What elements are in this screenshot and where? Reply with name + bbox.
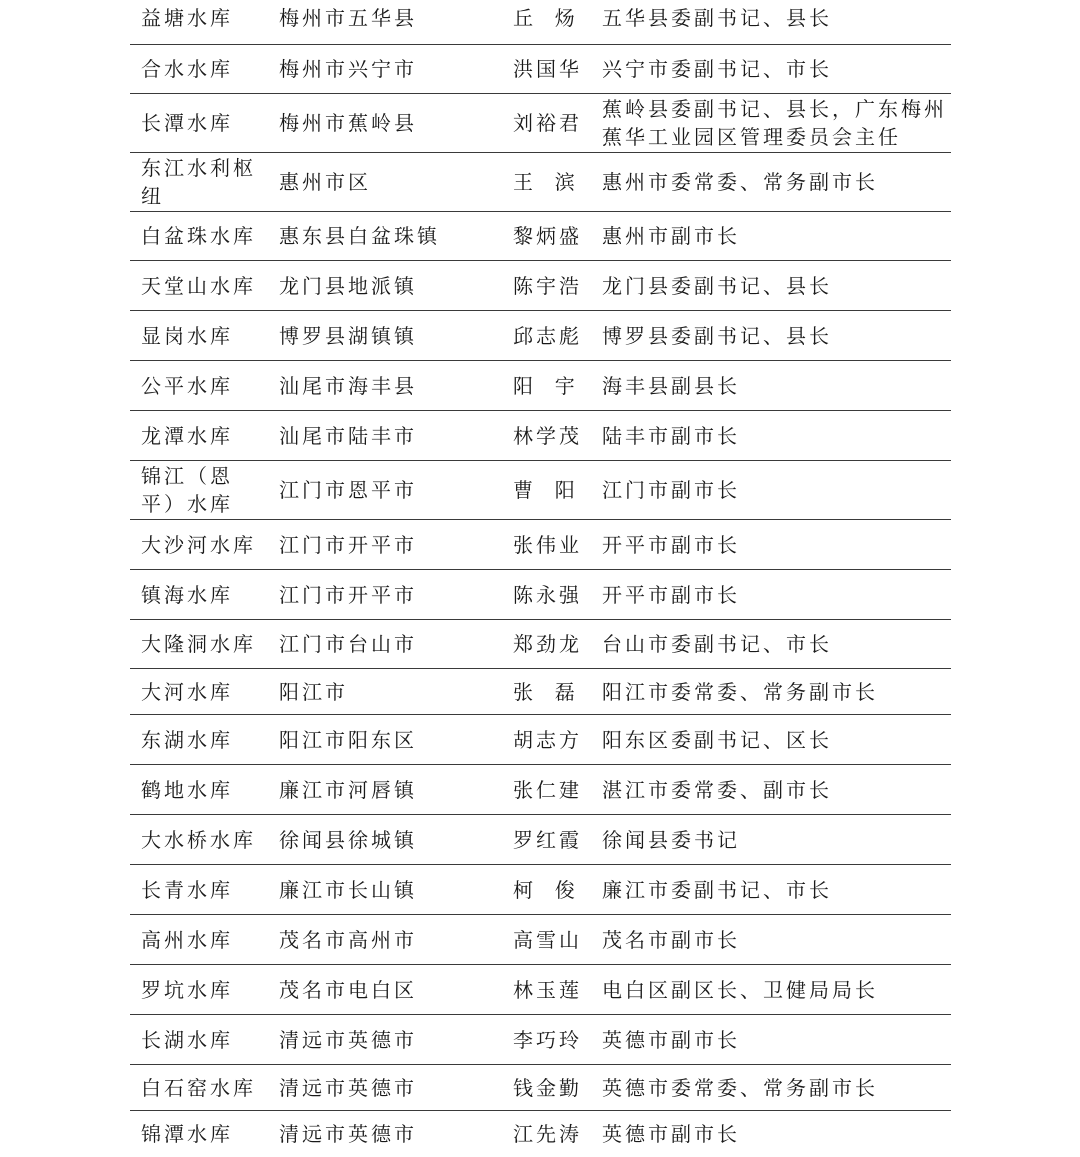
reservoir-name: 龙潭水库 — [141, 423, 233, 448]
responsible-person: 胡志方 — [513, 727, 582, 752]
reservoir-name: 大隆洞水库 — [141, 632, 256, 656]
person-title: 惠州市副市长 — [602, 224, 740, 248]
reservoir-name: 东湖水库 — [141, 727, 233, 752]
responsible-person: 张仁建 — [513, 777, 582, 802]
reservoir-location: 梅州市兴宁市 — [279, 57, 417, 81]
reservoir-name: 大水桥水库 — [141, 827, 256, 852]
reservoir-location: 汕尾市海丰县 — [279, 373, 417, 398]
reservoir-location: 惠州市区 — [279, 170, 371, 194]
reservoir-location: 博罗县湖镇镇 — [279, 323, 417, 348]
person-title: 惠州市委常委、常务副市长 — [602, 170, 878, 194]
reservoir-table — [130, 0, 951, 1157]
responsible-person: 曹 阳 — [513, 478, 578, 502]
person-title: 阳江市委常委、常务副市长 — [602, 679, 878, 704]
table-row — [130, 212, 951, 261]
table-row — [130, 865, 951, 915]
table-row — [130, 261, 951, 311]
reservoir-name: 锦江（恩平）水库 — [141, 464, 233, 516]
table-row — [130, 0, 951, 45]
reservoir-location: 阳江市阳东区 — [279, 727, 417, 752]
reservoir-name: 东江水利枢纽 — [141, 156, 256, 208]
table-row — [130, 1065, 951, 1111]
table-row — [130, 153, 951, 212]
reservoir-location: 廉江市河唇镇 — [279, 777, 417, 802]
table-row — [130, 1015, 951, 1065]
table-row — [130, 965, 951, 1015]
person-title: 英德市副市长 — [602, 1122, 740, 1146]
responsible-person: 郑劲龙 — [513, 632, 582, 656]
person-title: 英德市委常委、常务副市长 — [602, 1075, 878, 1100]
responsible-person: 丘 炀 — [513, 6, 578, 30]
responsible-person: 江先涛 — [513, 1122, 582, 1146]
reservoir-name: 大河水库 — [141, 679, 233, 704]
person-title: 五华县委副书记、县长 — [602, 6, 832, 30]
person-title: 兴宁市委副书记、市长 — [602, 57, 832, 81]
reservoir-location: 廉江市长山镇 — [279, 877, 417, 902]
reservoir-location: 阳江市 — [279, 679, 348, 704]
person-title: 电白区副区长、卫健局局长 — [602, 977, 878, 1002]
responsible-person: 张 磊 — [513, 679, 578, 704]
reservoir-location: 清远市英德市 — [279, 1075, 417, 1100]
reservoir-location: 龙门县地派镇 — [279, 273, 417, 298]
reservoir-name: 长湖水库 — [141, 1027, 233, 1052]
table-row — [130, 361, 951, 411]
reservoir-name: 高州水库 — [141, 927, 233, 952]
table-row — [130, 669, 951, 715]
person-title: 海丰县副县长 — [602, 373, 740, 398]
responsible-person: 柯 俊 — [513, 877, 578, 902]
reservoir-name: 公平水库 — [141, 373, 233, 398]
person-title: 英德市副市长 — [602, 1027, 740, 1052]
reservoir-name: 合水水库 — [141, 57, 233, 81]
reservoir-name: 长潭水库 — [141, 111, 233, 135]
reservoir-location: 徐闻县徐城镇 — [279, 827, 417, 852]
responsible-person: 邱志彪 — [513, 323, 582, 348]
reservoir-location: 梅州市蕉岭县 — [279, 111, 417, 135]
person-title: 开平市副市长 — [602, 532, 740, 557]
reservoir-location: 茂名市高州市 — [279, 927, 417, 952]
table-row — [130, 570, 951, 620]
reservoir-name: 显岗水库 — [141, 323, 233, 348]
reservoir-name: 长青水库 — [141, 877, 233, 902]
reservoir-name: 大沙河水库 — [141, 532, 256, 557]
reservoir-location: 清远市英德市 — [279, 1027, 417, 1052]
responsible-person: 李巧玲 — [513, 1027, 582, 1052]
table-row — [130, 45, 951, 94]
responsible-person: 钱金勤 — [513, 1075, 582, 1100]
reservoir-location: 江门市开平市 — [279, 532, 417, 557]
responsible-person: 洪国华 — [513, 57, 582, 81]
reservoir-name: 益塘水库 — [141, 6, 233, 30]
reservoir-name: 白石窑水库 — [141, 1075, 256, 1100]
person-title: 湛江市委常委、副市长 — [602, 777, 832, 802]
reservoir-name: 白盆珠水库 — [141, 224, 256, 248]
person-title: 廉江市委副书记、市长 — [602, 877, 832, 902]
table-row — [130, 620, 951, 669]
table-row — [130, 815, 951, 865]
responsible-person: 罗红霞 — [513, 827, 582, 852]
table-row — [130, 1111, 951, 1157]
responsible-person: 林学茂 — [513, 423, 582, 448]
table-row — [130, 94, 951, 153]
reservoir-location: 梅州市五华县 — [279, 6, 417, 30]
person-title: 台山市委副书记、市长 — [602, 632, 832, 656]
table-row — [130, 715, 951, 765]
reservoir-location: 惠东县白盆珠镇 — [279, 224, 440, 248]
reservoir-location: 江门市恩平市 — [279, 478, 417, 502]
table-row — [130, 520, 951, 570]
responsible-person: 刘裕君 — [513, 111, 582, 135]
responsible-person: 王 滨 — [513, 170, 578, 194]
table-row — [130, 411, 951, 461]
responsible-person: 林玉莲 — [513, 977, 582, 1002]
reservoir-location: 茂名市电白区 — [279, 977, 417, 1002]
reservoir-location: 江门市台山市 — [279, 632, 417, 656]
reservoir-location: 江门市开平市 — [279, 582, 417, 607]
responsible-person: 陈永强 — [513, 582, 582, 607]
table-row — [130, 311, 951, 361]
reservoir-name: 鹤地水库 — [141, 777, 233, 802]
person-title: 阳东区委副书记、区长 — [602, 727, 832, 752]
reservoir-location: 汕尾市陆丰市 — [279, 423, 417, 448]
person-title: 龙门县委副书记、县长 — [602, 273, 832, 298]
table-row — [130, 915, 951, 965]
responsible-person: 高雪山 — [513, 927, 582, 952]
reservoir-name: 镇海水库 — [141, 582, 233, 607]
responsible-person: 张伟业 — [513, 532, 582, 557]
table-row — [130, 765, 951, 815]
reservoir-name: 天堂山水库 — [141, 273, 256, 298]
responsible-person: 黎炳盛 — [513, 224, 582, 248]
person-title: 博罗县委副书记、县长 — [602, 323, 832, 348]
reservoir-location: 清远市英德市 — [279, 1122, 417, 1146]
person-title: 蕉岭县委副书记、县长，广东梅州蕉华工业园区管理委员会主任 — [602, 97, 947, 149]
table-row — [130, 461, 951, 520]
person-title: 陆丰市副市长 — [602, 423, 740, 448]
reservoir-name: 锦潭水库 — [141, 1122, 233, 1146]
responsible-person: 阳 宇 — [513, 373, 578, 398]
person-title: 茂名市副市长 — [602, 927, 740, 952]
person-title: 徐闻县委书记 — [602, 827, 740, 852]
person-title: 开平市副市长 — [602, 582, 740, 607]
person-title: 江门市副市长 — [602, 478, 740, 502]
responsible-person: 陈宇浩 — [513, 273, 582, 298]
reservoir-name: 罗坑水库 — [141, 977, 233, 1002]
